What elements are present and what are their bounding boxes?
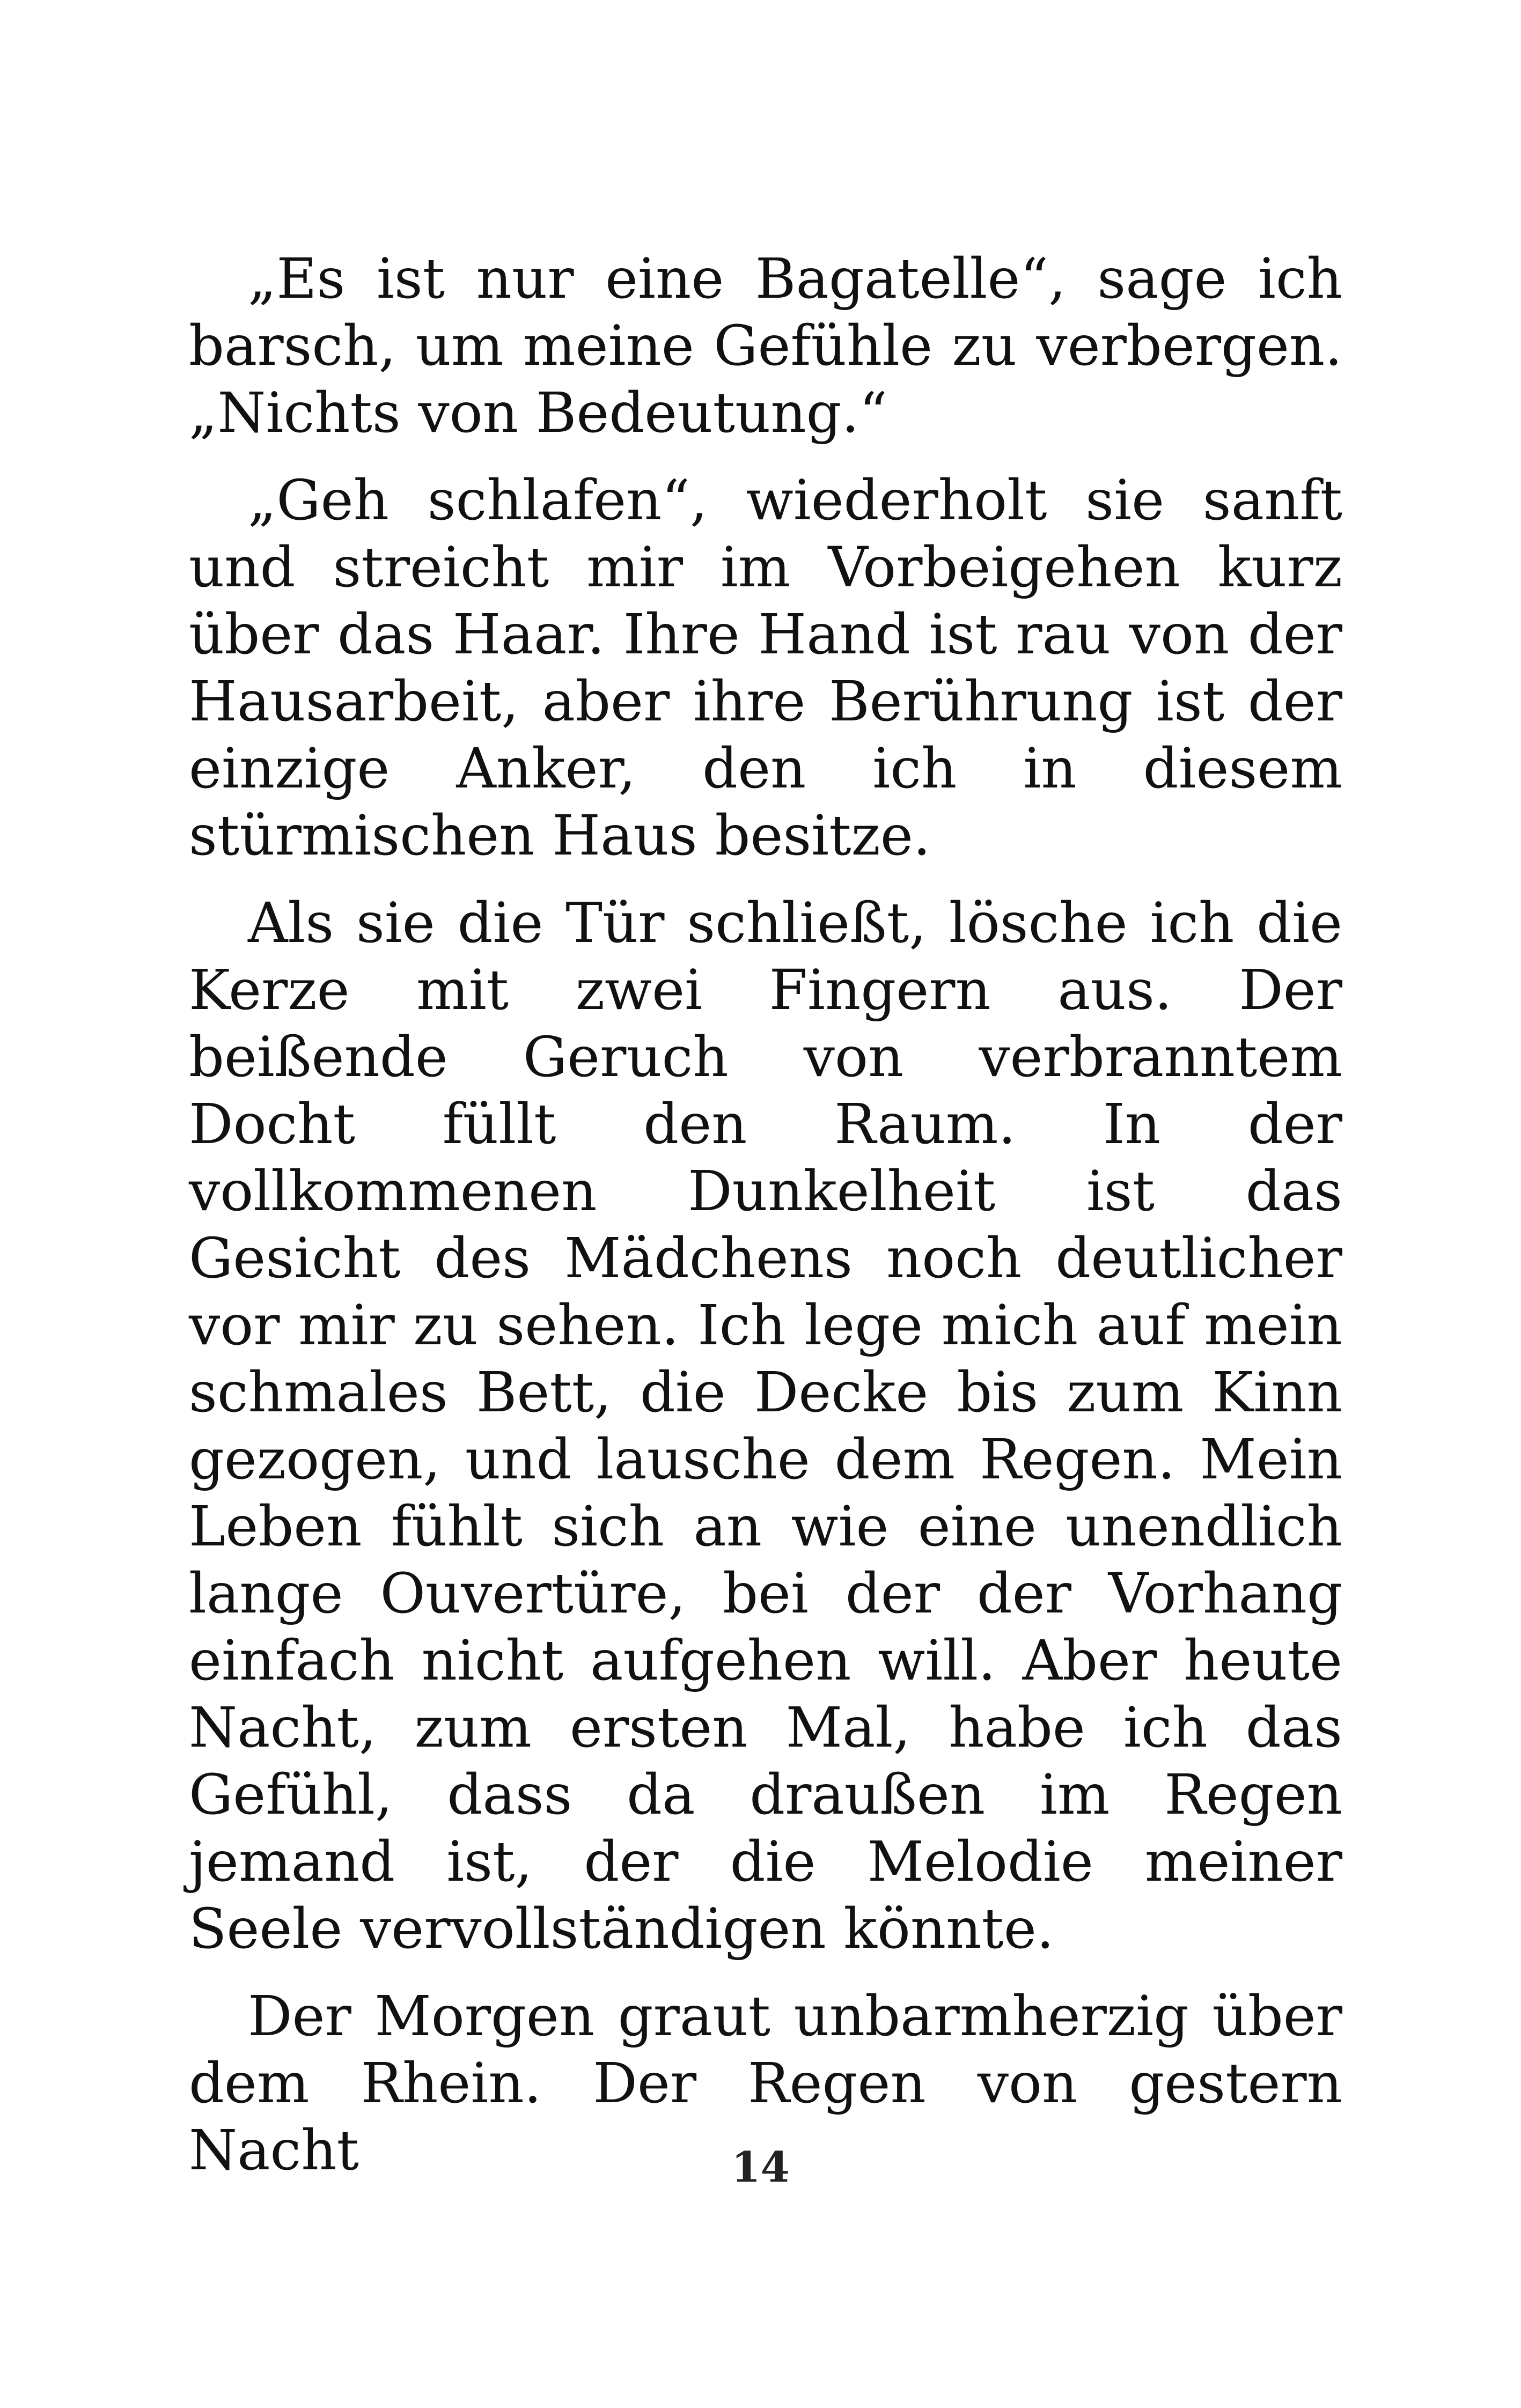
body-text <box>189 246 1342 2205</box>
page-number: 14 <box>731 2143 790 2192</box>
paragraph: „Geh schlafen“, wiederholt sie sanft und streicht mir im Vorbeigehen kurz über das Haar. Ihre Hand ist rau von der Hausarbeit, aber ihre Berührung ist der einzige Anker, den ich in diesem stürmischen Haus besitze. <box>189 468 1342 868</box>
paragraph: Der Morgen graut unbarmherzig über dem Rhein. Der Regen von gestern Nacht <box>189 1984 1342 2183</box>
paragraph: Als sie die Tür schließt, lösche ich die Kerze mit zwei Fingern aus. Der beißende Geruch von verbranntem Docht füllt den Raum. In der vollkommenen Dunkelheit ist das Gesicht des Mädchens noch deutlicher vor mir zu sehen. Ich lege mich auf mein schmales Bett, die Decke bis zum Kinn gezogen, und lausche dem Regen. Mein Leben fühlt sich an wie eine unendlich lange Ouvertüre, bei der der Vorhang einfach nicht aufgehen will. Aber heute Nacht, zum ersten Mal, habe ich das Gefühl, dass da draußen im Regen jemand ist, der die Melodie meiner Seele vervollständigen könnte. <box>189 891 1342 1961</box>
paragraph: „Es ist nur eine Bagatelle“, sage ich barsch, um meine Gefühle zu verbergen. „Nichts von Bedeutung.“ <box>189 247 1342 445</box>
